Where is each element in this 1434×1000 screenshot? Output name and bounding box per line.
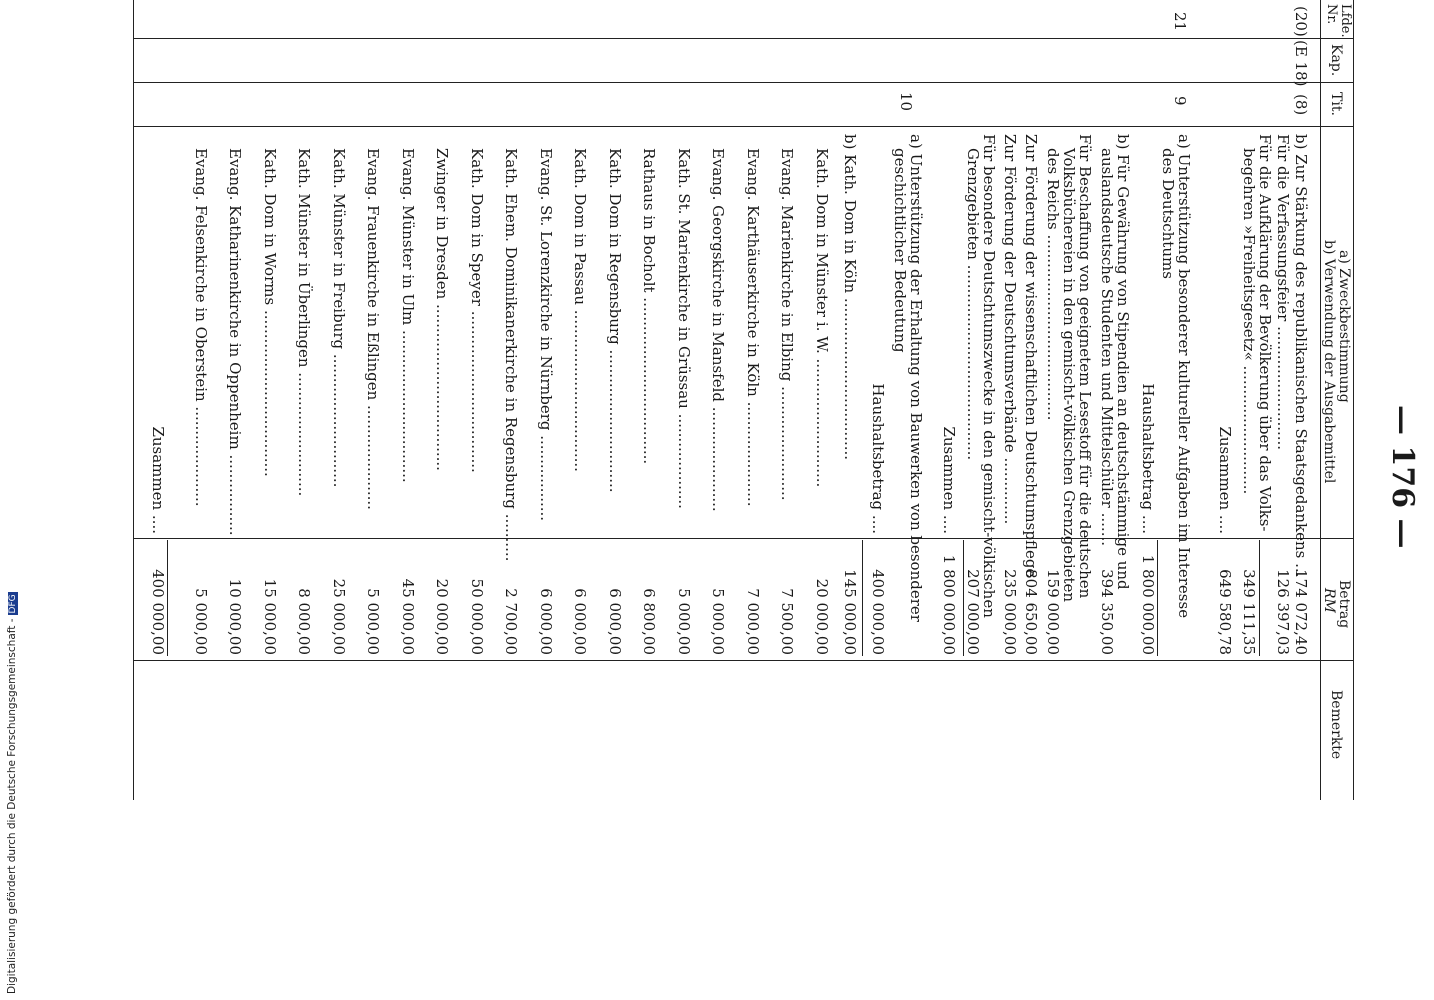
row-21-nr: 21 (1171, 12, 1189, 32)
building-item-value: 5 000,00 (364, 588, 383, 655)
building-item-value: 50 000,00 (468, 578, 486, 655)
row-lesestoff-cont: Volksbüchereien in den gemischt-völkischen Grenzgebieten (1060, 148, 1078, 603)
row-21-text: a) Unterstützung besonderer kultureller Aufgaben im Interesse (1175, 134, 1193, 619)
credit-text: Digitalisierung gefördert durch die Deutsche Forschungsgemeinschaft - (6, 618, 18, 994)
building-item-value: 6 800,00 (640, 588, 659, 655)
col-betrag-unit: RM (1321, 588, 1337, 613)
col-rule-5 (134, 660, 1354, 661)
total-label: Zusammen .... (149, 426, 167, 534)
building-item: Kath. Münster in Überlingen .......................... (295, 148, 314, 497)
row-10-text: a) Unterstützung der Erhaltung von Bauwerken von besonderer (907, 134, 925, 622)
row-21-zusammen-value: 1 800 000,00 (940, 554, 958, 655)
table-top-rule (1353, 0, 1354, 800)
col-zweck-b: b) Verwendung der Ausgabemittel (1321, 240, 1337, 484)
row-aufklaerung-cont: begehren »Freiheitsgesetz« ........................... (1240, 148, 1258, 495)
building-item: Kath. Dom in Passau .................................. (571, 148, 590, 472)
building-item-value: 6 000,00 (571, 588, 590, 655)
row-21-zusammen: Zusammen .... (940, 426, 958, 534)
row-verbaende: Zur Förderung der Deutschtumsverbände .............. (1001, 134, 1019, 525)
building-item: Zwinger in Dresden ................................... (433, 148, 452, 471)
building-item: Kath. Dom in Worms ................................... (261, 148, 279, 477)
row-aufklaerung-value: 349 111,35 (1240, 569, 1258, 655)
total-value: 400 000,00 (149, 569, 167, 655)
building-item: Kath. Dom in Münster i. W. ........................... (813, 148, 831, 488)
row-20-kap: (E 18) (1292, 40, 1310, 87)
row-deutschtumszwecke: Für besondere Deutschtumszwecke in den gemischt-völkischen (980, 134, 998, 618)
col-rule-1 (134, 38, 1354, 39)
row-deutschtumszwecke-cont: Grenzgebieten ......................................... (964, 148, 982, 461)
digitization-credit (4, 594, 22, 994)
row-wissenschaft-value: 804 650,00 (1022, 569, 1040, 655)
row-verfassungsfeier-value: 126 397,03 (1274, 569, 1292, 655)
page-number: — 176 — (1385, 405, 1420, 549)
col-kap: Kap. (1328, 44, 1344, 77)
row-stipendien-cont: auslandsdeutsche Studenten und Mittelschüler ....... (1098, 148, 1116, 546)
row-20-zusammen-value: 649 580,78 (1216, 569, 1234, 655)
building-item: Kath. Dom in Regensburg .............................. (606, 148, 624, 493)
building-item: Evang. Marienkirche in Elbing ........................ (778, 148, 797, 501)
building-item-value: 45 000,00 (399, 578, 417, 655)
dfg-logo: DFG (8, 594, 18, 614)
row-lesestoff-value: 159 000,00 (1044, 569, 1062, 655)
subtotal-rule (167, 540, 168, 656)
building-item: Evang. Karthäuserkirche in Köln ...................... (744, 148, 762, 507)
row-20-text: b) Zur Stärkung des republikanischen Staatsgedankens ... (1292, 134, 1310, 578)
row-deutschtumszwecke-value: 207 000,00 (964, 569, 982, 655)
building-item-value: 20 000,00 (433, 578, 452, 655)
col-rule-3 (134, 126, 1354, 127)
row-20-tit: (8) (1292, 94, 1310, 116)
building-item-value: 8 000,00 (295, 588, 314, 655)
col-betrag: Betrag (1336, 580, 1352, 629)
subtotal-rule (1157, 540, 1158, 656)
building-item-value: 5 000,00 (675, 588, 693, 655)
row-20-value: 174 072,40 (1292, 569, 1310, 655)
row-20-nr: (20) (1292, 6, 1310, 37)
building-item-value: 6 000,00 (537, 588, 555, 655)
building-item-value: 5 000,00 (192, 588, 210, 655)
row-dom-koeln-value: 145 000,00 (841, 569, 859, 655)
row-lesestoff-cont2: des Reichs ....................................... (1044, 148, 1062, 421)
table-bottom-rule (133, 0, 134, 800)
building-item: Evang. Georgskirche in Mansfeld ...................... (709, 148, 728, 512)
building-item: Evang. Felsenkirche in Oberstein ..................... (192, 148, 210, 507)
row-verfassungsfeier: Für die Verfassungsfeier .......................... (1274, 134, 1292, 451)
row-21-text-cont: des Deutschtums (1159, 148, 1177, 279)
row-stipendien-value: 394 350,00 (1098, 569, 1116, 655)
building-item: Evang. St. Lorenzkirche in Nürnberg .................. (537, 148, 555, 522)
row-verbaende-value: 235 000,00 (1001, 569, 1019, 655)
building-item-value: 10 000,00 (226, 578, 245, 655)
building-item: Kath. Münster in Freiburg ............................ (330, 148, 348, 488)
col-lfd-nr: Lfde. Nr. (1324, 4, 1353, 38)
building-item-value: 20 000,00 (813, 578, 831, 655)
row-aufklaerung: Für die Aufklärung der Bevölkerung über das Volks- (1256, 134, 1274, 532)
building-item: Kath. Dom in Speyer .................................. (468, 148, 486, 473)
building-item-value: 6 000,00 (606, 588, 624, 655)
row-21-tit: 9 (1171, 96, 1189, 106)
building-item-value: 15 000,00 (261, 578, 279, 655)
building-item: Evang. Katharinenkirche in Oppenheim ................. (226, 148, 245, 536)
building-item-value: 2 700,00 (502, 588, 521, 655)
col-tit: Tit. (1328, 92, 1344, 116)
row-dom-koeln: b) Kath. Dom in Köln .................................. (841, 134, 859, 461)
row-wissenschaft: Zur Förderung der wissenschaftlichen Deutschtumspflege (1022, 134, 1040, 578)
row-10-tit: 10 (897, 92, 915, 112)
building-item-value: 7 500,00 (778, 588, 797, 655)
building-item-value: 7 000,00 (744, 588, 762, 655)
row-20-zusammen: Zusammen .... (1216, 426, 1234, 534)
row-10-haushalt: Haushaltsbetrag .... (869, 383, 887, 534)
row-stipendien: b) Für Gewährung von Stipendien an deutschstämmige und (1114, 134, 1132, 590)
building-item-value: 5 000,00 (709, 588, 728, 655)
col-rule-4 (134, 538, 1354, 539)
row-21-haushalt-value: 1 800 000,00 (1139, 554, 1157, 655)
building-item: Kath. Ehem. Dominikanerkirche in Regensburg .......... (502, 148, 521, 562)
building-item-value: 25 000,00 (330, 578, 348, 655)
row-21-haushalt: Haushaltsbetrag .... (1139, 383, 1157, 534)
row-10-haushalt-value: 400 000,00 (869, 569, 887, 655)
building-item: Evang. Frauenkirche in Eßlingen ...................... (364, 148, 383, 510)
col-zweck-a: a) Zweckbestimmung (1336, 250, 1352, 403)
col-bemerkungen: Bemerkte (1328, 690, 1344, 760)
building-item: Rathaus in Bocholt ................................... (640, 148, 659, 465)
subtotal-rule (862, 540, 863, 656)
building-item: Evang. Münster in Ulm ................................ (399, 148, 417, 483)
col-rule-2 (134, 82, 1354, 83)
building-item: Kath. St. Marienkirche in Grüssau .................... (675, 148, 693, 509)
row-lesestoff: Für Beschaffung von geeignetem Lesestoff für die deutschen (1076, 134, 1094, 599)
subtotal-rule (963, 540, 964, 656)
row-10-text-cont: geschichtlicher Bedeutung (891, 148, 909, 353)
subtotal-rule (1259, 540, 1260, 656)
